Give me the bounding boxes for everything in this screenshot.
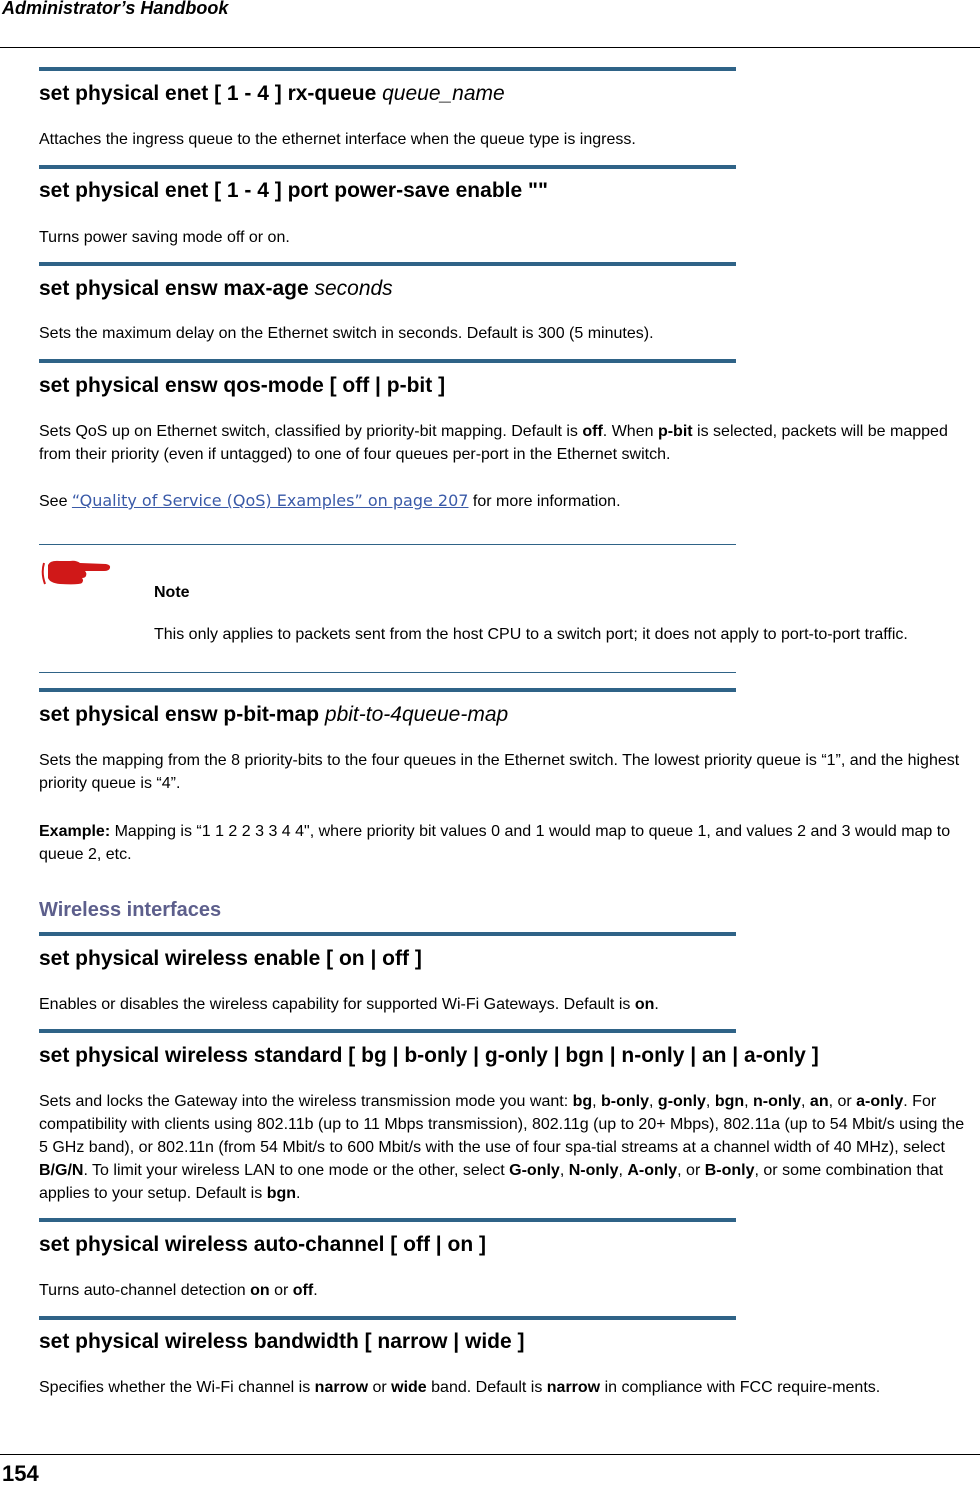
command-heading-wireless-standard: set physical wireless standard [ bg | b-only | g-only | bgn | n-only | an | a-only ] (39, 1044, 819, 1067)
section-rule (39, 165, 736, 169)
command-argument: queue_name (382, 82, 505, 105)
command-heading-wireless-bandwidth: set physical wireless bandwidth [ narrow | wide ] (39, 1330, 525, 1353)
command-text: set physical ensw max-age (39, 277, 315, 300)
command-heading-wireless-enable: set physical wireless enable [ on | off ] (39, 947, 422, 970)
command-description: Sets the maximum delay on the Ethernet switch in seconds. Default is 300 (5 minutes). (39, 325, 654, 342)
command-heading-ensw-qos-mode: set physical ensw qos-mode [ off | p-bit ] (39, 374, 446, 397)
command-argument: pbit-to-4queue-map (324, 703, 509, 726)
command-description: Specifies whether the Wi-Fi channel is narrow or wide band. Default is narrow in compliance with FCC require-ments. (39, 1379, 881, 1396)
command-description: Enables or disables the wireless capability for supported Wi-Fi Gateways. Default is on. (39, 996, 659, 1013)
command-heading-wireless-auto-channel: set physical wireless auto-channel [ off | on ] (39, 1233, 486, 1256)
section-rule (39, 67, 736, 71)
command-heading-ensw-p-bit-map (39, 703, 508, 727)
section-rule (39, 688, 736, 692)
command-text: set physical ensw p-bit-map (39, 703, 325, 726)
command-description: Sets QoS up on Ethernet switch, classified by priority-bit mapping. Default is off. When p-bit is selected, packets will be mapped from their priority (even if untagged) to one of four queues per-port in the Ethernet switch. (39, 423, 948, 463)
section-rule (39, 1218, 736, 1222)
section-rule (39, 1029, 736, 1033)
command-description: Attaches the ingress queue to the ethernet interface when the queue type is ingress. (39, 131, 636, 148)
section-rule (39, 932, 736, 936)
page-number: 154 (2, 1461, 39, 1486)
pointing-hand-icon (40, 556, 112, 588)
wireless-interfaces-heading: Wireless interfaces (39, 899, 222, 921)
command-description: Sets and locks the Gateway into the wireless transmission mode you want: bg, b-only, g-only, bgn, n-only, an, or a-only. For compatibility with clients using 802.11b (up to 11 Mbps transmission), 802.11g (up to 20+ Mbps), 802.11a (up to 54 Mbit/s using the 5 GHz band), or 802.11n (from 54 Mbit/s to 600 Mbit/s with the use of four spa-tial streams at a channel width of 40 MHz), select B/G/N. To limit your wireless LAN to one mode or the other, select G-only, N-only, A-only, or B-only, or some combination that applies to your setup. Default is bgn. (39, 1093, 965, 1202)
command-heading-enet-rx-queue (39, 82, 505, 106)
note-bottom-rule (39, 672, 736, 673)
section-rule (39, 262, 736, 266)
command-description: Turns power saving mode off or on. (39, 229, 290, 246)
see-also: See “Quality of Service (QoS) Examples” on page 207 for more information. (39, 491, 621, 510)
command-description: Turns auto-channel detection on or off. (39, 1282, 318, 1299)
command-text: set physical enet [ 1 - 4 ] rx-queue (39, 82, 383, 105)
note-top-rule (39, 544, 736, 545)
command-heading-enet-power-save: set physical enet [ 1 - 4 ] port power-save enable "" (39, 179, 548, 202)
command-heading-ensw-max-age (39, 277, 393, 301)
section-rule (39, 359, 736, 363)
note-text: This only applies to packets sent from the host CPU to a switch port; it does not apply to port-to-port traffic. (154, 626, 908, 643)
command-description: Sets the mapping from the 8 priority-bits to the four queues in the Ethernet switch. The lowest priority queue is “1”, and the highest priority queue is “4”. (39, 752, 960, 792)
command-argument: seconds (314, 277, 393, 300)
note-title: Note (154, 584, 190, 601)
example-text: Example: Mapping is “1 1 2 2 3 3 4 4", where priority bit values 0 and 1 would map to queue 1, and values 2 and 3 would map to queue 2, etc. (39, 823, 951, 863)
running-header-title: Administrator’s Handbook (2, 0, 229, 18)
section-rule (39, 1316, 736, 1320)
page-footer (0, 1454, 980, 1486)
page-header (0, 0, 980, 48)
qos-examples-link[interactable]: “Quality of Service (QoS) Examples” on page 207 (71, 491, 469, 510)
